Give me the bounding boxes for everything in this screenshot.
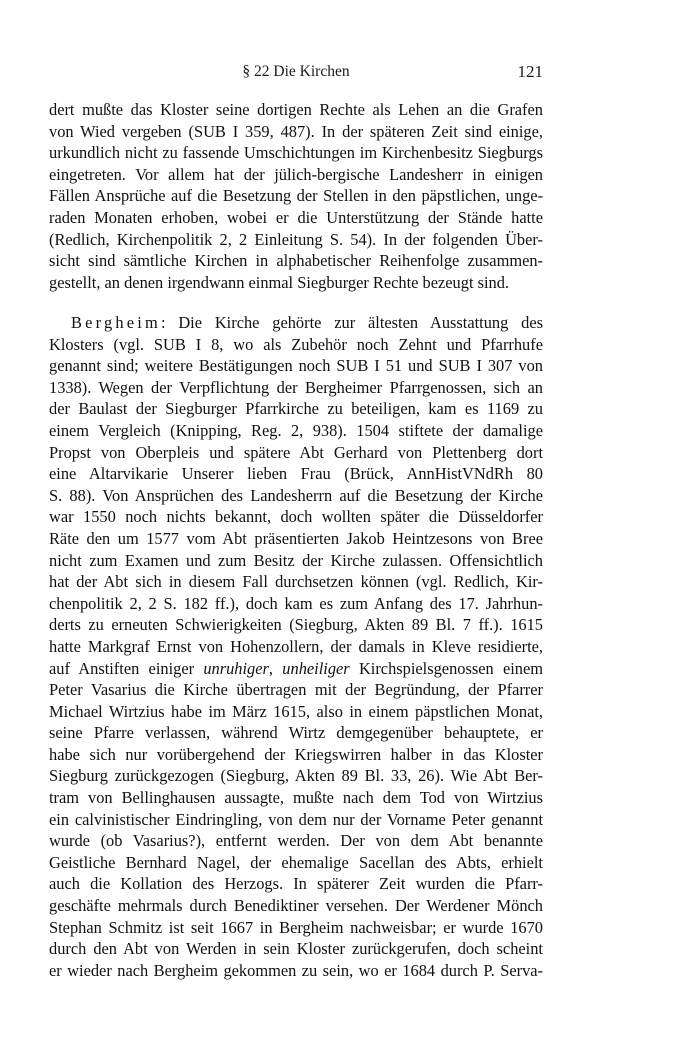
text-line: 1338). Wegen der Verpflichtung der Bergheimer Pfarrgenossen, sich an — [49, 377, 543, 397]
text-line: derts zu erneuten Schwierigkeiten (Siegburg, Akten 89 Bl. 7 ff.). 1615 — [49, 615, 543, 635]
text-line-first — [49, 312, 543, 334]
text-line: seine Pfarre verlassen, während Wirtz demgegenüber behauptete, er — [49, 723, 543, 743]
text-segment: auf Anstiften einiger — [49, 658, 204, 678]
paragraph-intro — [49, 99, 543, 293]
text-line: von Wied vergeben (SUB I 359, 487). In der späteren Zeit sind einige, — [49, 121, 543, 141]
text-line: Stephan Schmitz ist seit 1667 in Bergheim nachweisbar; er wurde 1670 — [49, 917, 543, 937]
text-line: chenpolitik 2, 2 S. 182 ff.), doch kam es zum Anfang des 17. Jahrhun- — [49, 593, 543, 613]
text-line: auch die Kollation des Herzogs. In späterer Zeit wurden die Pfarr- — [49, 874, 543, 894]
text-line: (Redlich, Kirchenpolitik 2, 2 Einleitung S. 54). In der folgenden Über- — [49, 229, 543, 249]
text-line: raden Monaten erhoben, wobei er die Unterstützung der Stände hatte — [49, 207, 543, 227]
text-line: gestellt, an denen irgendwann einmal Siegburger Rechte bezeugt sind. — [49, 272, 510, 292]
text-segment: , — [268, 658, 283, 678]
text-line: Fällen Ansprüche auf die Besetzung der Stellen in den päpstlichen, unge- — [49, 186, 543, 206]
page-number: 121 — [517, 62, 543, 81]
text-line: war 1550 noch nichts bekannt, doch wollten später die Düsseldorfer — [49, 507, 543, 527]
entry-heading-bergheim: Bergheim — [71, 313, 161, 332]
text-line: dert mußte das Kloster seine dortigen Rechte als Lehen an die Grafen — [49, 100, 543, 119]
text-line: Geistliche Bernhard Nagel, der ehemalige Sacellan des Abts, erhielt — [49, 852, 543, 872]
text-line: Räte den um 1577 vom Abt präsentierten Jakob Heintzesons von Bree — [49, 528, 543, 548]
text-line: wurde (ob Vasarius?), entfernt werden. Der von dem Abt benannte — [49, 831, 543, 851]
first-line-text: : Die Kirche gehörte zur ältesten Ausstattung des — [160, 313, 543, 332]
text-line: eine Altarvikarie Unserer lieben Frau (Brück, AnnHistVNdRh 80 — [49, 464, 543, 484]
text-line-italic — [49, 658, 543, 680]
italic-word-unruhiger: unruhiger — [203, 658, 269, 678]
paragraph-bergheim — [49, 312, 543, 981]
text-line: Peter Vasarius die Kirche übertragen mit der Begründung, der Pfarrer — [49, 680, 543, 700]
text-line: Propst von Oberpleis und spätere Abt Gerhard von Plettenberg dort — [49, 442, 543, 462]
text-line: S. 88). Von Ansprüchen des Landesherrn auf die Besetzung der Kirche — [49, 485, 543, 505]
text-line: hat der Abt sich in diesem Fall durchsetzen können (vgl. Redlich, Kir- — [49, 572, 543, 592]
text-line: genannt sind; weitere Bestätigungen noch SUB I 51 und SUB I 307 von — [49, 356, 543, 376]
text-line: habe sich nur vorübergehend der Kriegswirren halber in das Kloster — [49, 744, 543, 764]
text-line: geschäfte mehrmals durch Benediktiner versehen. Der Werdener Mönch — [49, 896, 543, 916]
text-line: Michael Wirtzius habe im März 1615, also in einem päpstlichen Monat, — [49, 701, 543, 721]
text-line: durch den Abt von Werden in sein Kloster zurückgerufen, doch scheint — [49, 939, 543, 959]
text-line: tram von Bellinghausen aussagte, mußte nach dem Tod von Wirtzius — [49, 788, 543, 808]
text-line: ein calvinistischer Eindringling, von dem nur der Vorname Peter genannt — [49, 809, 543, 829]
text-line: der Baulast der Siegburger Pfarrkirche zu beteiligen, kam es 1169 zu — [49, 399, 543, 419]
running-header — [49, 63, 543, 87]
text-segment: Kirchspielsgenossen einem — [349, 658, 543, 678]
text-line: nicht zum Examen und zum Besitz der Kirche zulassen. Offensichtlich — [49, 550, 543, 570]
text-line: Siegburg zurückgezogen (Siegburg, Akten 89 Bl. 33, 26). Wie Abt Ber- — [49, 766, 543, 786]
italic-word-unheiliger: unheiliger — [282, 658, 350, 678]
text-line: einem Vergleich (Knipping, Reg. 2, 938). 1504 stiftete der damalige — [49, 420, 543, 440]
text-line: er wieder nach Bergheim gekommen zu sein, wo er 1684 durch P. Serva- — [49, 960, 543, 980]
text-line: sicht sind sämtliche Kirchen in alphabetischer Reihenfolge zusammen- — [49, 251, 543, 271]
text-line: hatte Markgraf Ernst von Hohenzollern, der damals in Kleve residierte, — [49, 636, 543, 656]
text-line: urkundlich nicht zu fassende Umschichtungen im Kirchenbesitz Siegburgs — [49, 143, 543, 163]
text-line: Klosters (vgl. SUB I 8, wo als Zubehör noch Zehnt und Pfarrhufe — [49, 334, 543, 354]
text-line: eingetreten. Vor allem hat der jülich-bergische Landesherr in einigen — [49, 164, 543, 184]
section-title: § 22 Die Kirchen — [242, 63, 350, 80]
